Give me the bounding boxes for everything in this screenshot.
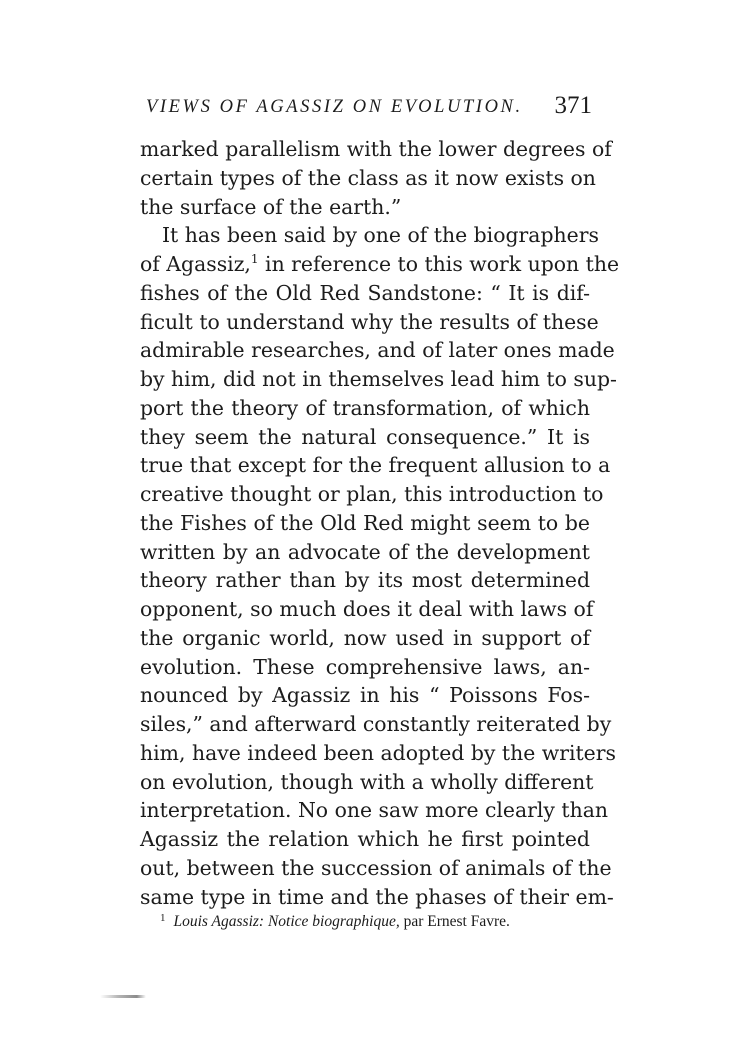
text-line: certain types of the class as it now exists on [140,165,596,190]
text-line: port the theory of transformation, of which [140,395,590,420]
text-line: by him, did not in themselves lead him to sup- [140,367,617,391]
text-line: out, between the succession of animals of the [140,855,612,880]
footnote-subtitle: Notice biographique, [267,913,400,930]
text-line: the surface of the earth.” [140,194,402,219]
footnote-title: Louis Agassiz: [173,913,265,930]
text-line: siles,” and afterward constantly reiterated by [140,712,612,736]
footnote-author: par Ernest Favre. [403,913,510,930]
text-line: they seem the natural consequence.” It is [140,424,590,449]
text-line: on evolution, though with a wholly different [140,769,594,794]
text-line: interpretation. No one saw more clearly than [140,798,609,823]
text-line: admirable researches, and of later ones made [140,338,615,363]
text-fragment: of Agassiz, [140,252,251,276]
page-number: 371 [554,92,592,119]
text-line: fishes of the Old Red Sandstone: “ It is dif- [140,280,590,305]
text-line [140,250,620,279]
text-line: evolution. These comprehensive laws, an- [140,654,590,679]
text-line: Agassiz the relation which he first pointed [140,827,590,851]
text-line: written by an advocate of the development [140,539,590,564]
text-line: opponent, so much does it deal with laws of [140,597,594,621]
running-head [146,92,592,126]
running-title: VIEWS OF AGASSIZ ON EVOLUTION. [146,97,523,117]
text-line: theory rather than by its most determined [140,568,590,593]
text-line: same type in time and the phases of their em- [140,884,614,909]
footnote [160,912,590,931]
footnote-reference: 1 [250,252,259,266]
ink-smudge [100,995,146,998]
text-line: creative thought or plan, this introduction to [140,482,604,506]
footnote-mark: 1 [160,912,166,924]
paragraph-start-line: It has been said by one of the biographers [162,223,599,248]
text-fragment: in reference to this work upon the [258,252,620,276]
text-line: the organic world, now used in support of [140,625,590,650]
body-text [140,135,620,911]
text-line: nounced by Agassiz in his “ Poissons Fos- [140,683,590,708]
text-line: ficult to understand why the results of these [140,309,599,334]
text-line: him, have indeed been adopted by the writers [140,740,616,765]
text-line: true that except for the frequent allusion to a [140,453,611,478]
text-line: the Fishes of the Old Red might seem to be [140,510,590,535]
text-line: marked parallelism with the lower degrees of [140,137,612,161]
